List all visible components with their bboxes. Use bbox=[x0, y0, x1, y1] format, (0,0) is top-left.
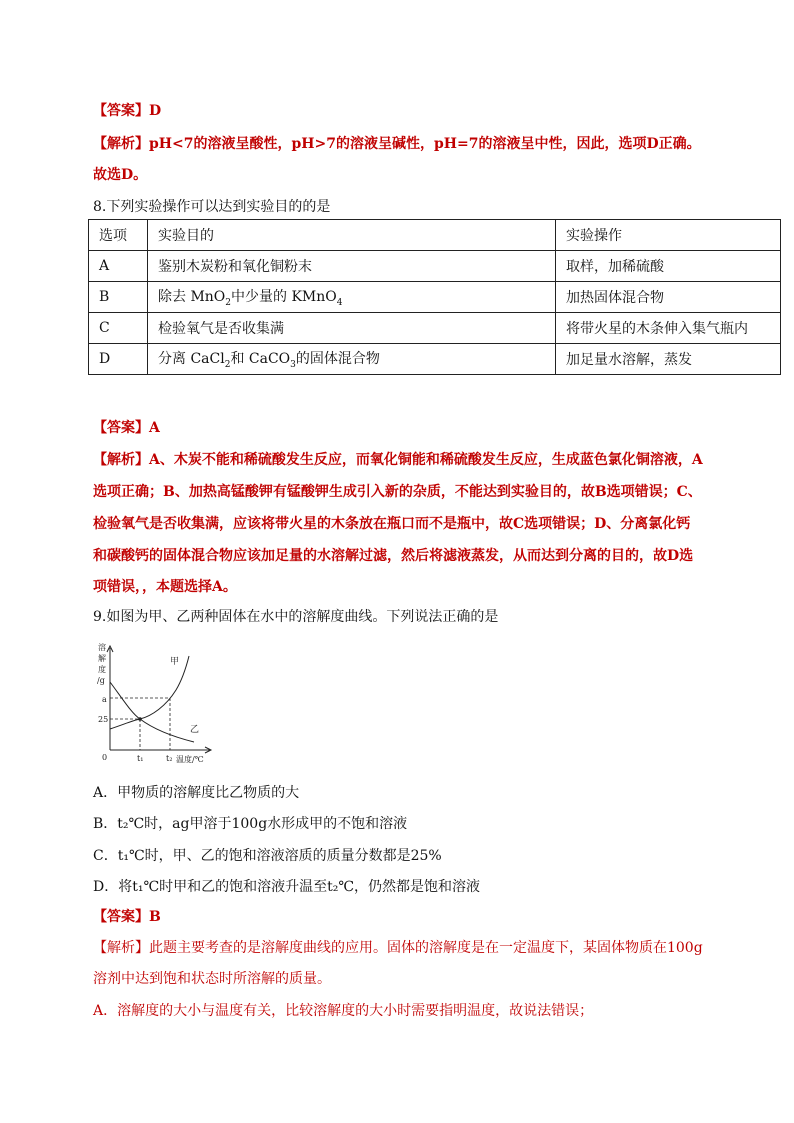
row-option: A bbox=[89, 251, 148, 282]
row-operation: 取样，加稀硫酸 bbox=[556, 251, 781, 282]
table-row bbox=[89, 313, 781, 344]
experiment-table bbox=[88, 219, 781, 375]
row-operation: 将带火星的木条伸入集气瓶内 bbox=[556, 313, 781, 344]
table-row bbox=[89, 251, 781, 282]
q8-analysis-line: 和碳酸钙的固体混合物应该加足量的水溶解过滤，然后将滤液蒸发，从而达到分离的目的，故D选 bbox=[93, 548, 694, 564]
q8-analysis-line: 项错误，，本题选择A。 bbox=[93, 579, 237, 595]
x-axis-label: 温度/℃ bbox=[176, 755, 204, 764]
x-tick-t1: t₁ bbox=[137, 754, 144, 763]
q9-analysis-line: A．溶解度的大小与温度有关，比较溶解度的大小时需要指明温度，故说法错误； bbox=[93, 1003, 594, 1019]
q7-answer: 【答案】D bbox=[93, 103, 162, 119]
table-header-row bbox=[89, 220, 781, 251]
q9-option: A．甲物质的溶解度比乙物质的大 bbox=[93, 785, 300, 801]
solubility-graph bbox=[90, 640, 220, 765]
q8-analysis-line: 选项正确；B、加热高锰酸钾有锰酸钾生成引入新的杂质，不能达到实验目的，故B选项错误；C、 bbox=[93, 484, 702, 500]
table-row bbox=[89, 344, 781, 375]
table-row bbox=[89, 282, 781, 313]
header-option: 选项 bbox=[89, 220, 148, 251]
q9-analysis-line: 溶剂中达到饱和状态时所溶解的质量。 bbox=[93, 971, 331, 987]
row-purpose: 鉴别木炭粉和氧化铜粉末 bbox=[148, 251, 556, 282]
q8-analysis-line: 检验氧气是否收集满，应该将带火星的木条放在瓶口而不是瓶中，故C选项错误；D、分离氯化钙 bbox=[93, 516, 691, 532]
q9-option: B．t₂℃时，ag甲溶于100g水形成甲的不饱和溶液 bbox=[93, 816, 408, 832]
row-purpose: 检验氧气是否收集满 bbox=[148, 313, 556, 344]
intersection-point bbox=[138, 717, 142, 721]
series-label-yi: 乙 bbox=[190, 725, 200, 735]
q7-analysis: 【解析】pH<7的溶液呈酸性，pH>7的溶液呈碱性，pH=7的溶液呈中性，因此，选项D正确。 bbox=[93, 136, 701, 152]
y-label-char: 度 bbox=[98, 665, 106, 674]
q9-option: C．t₁℃时，甲、乙的饱和溶液溶质的质量分数都是25% bbox=[93, 848, 442, 864]
origin-label: 0 bbox=[102, 753, 108, 762]
q9-answer: 【答案】B bbox=[93, 909, 161, 925]
q7-conclusion: 故选D。 bbox=[93, 167, 148, 183]
q8-question: 8.下列实验操作可以达到实验目的的是 bbox=[93, 199, 331, 215]
row-operation: 加足量水溶解，蒸发 bbox=[556, 344, 781, 375]
row-option: D bbox=[89, 344, 148, 375]
q9-analysis-line: 【解析】此题主要考查的是溶解度曲线的应用。固体的溶解度是在一定温度下，某固体物质在100g bbox=[93, 940, 703, 956]
q9-option: D．将t₁℃时甲和乙的饱和溶液升温至t₂℃，仍然都是饱和溶液 bbox=[93, 879, 481, 895]
y-label-char: /g bbox=[97, 676, 105, 685]
row-purpose: 分离 CaCl$_2$和 CaCO$_3$的固体混合物 bbox=[148, 344, 556, 375]
y-label-char: 解 bbox=[98, 654, 106, 663]
curve-yi bbox=[110, 682, 194, 742]
y-label-char: 溶 bbox=[98, 643, 106, 652]
series-label-jia: 甲 bbox=[170, 657, 180, 667]
header-operation: 实验操作 bbox=[556, 220, 781, 251]
q8-analysis-line: 【解析】A、木炭不能和稀硫酸发生反应，而氧化铜能和稀硫酸发生反应，生成蓝色氯化铜溶液，A bbox=[93, 452, 703, 468]
q9-question: 9.如图为甲、乙两种固体在水中的溶解度曲线。下列说法正确的是 bbox=[93, 609, 499, 625]
header-purpose: 实验目的 bbox=[148, 220, 556, 251]
row-purpose: 除去 MnO$_2$中少量的 KMnO$_4$ bbox=[148, 282, 556, 313]
q8-answer: 【答案】A bbox=[93, 420, 160, 436]
y-tick-25: 25 bbox=[98, 715, 109, 724]
y-tick-a: a bbox=[102, 695, 107, 704]
x-tick-t2: t₂ bbox=[166, 754, 173, 763]
row-operation: 加热固体混合物 bbox=[556, 282, 781, 313]
row-option: C bbox=[89, 313, 148, 344]
row-option: B bbox=[89, 282, 148, 313]
